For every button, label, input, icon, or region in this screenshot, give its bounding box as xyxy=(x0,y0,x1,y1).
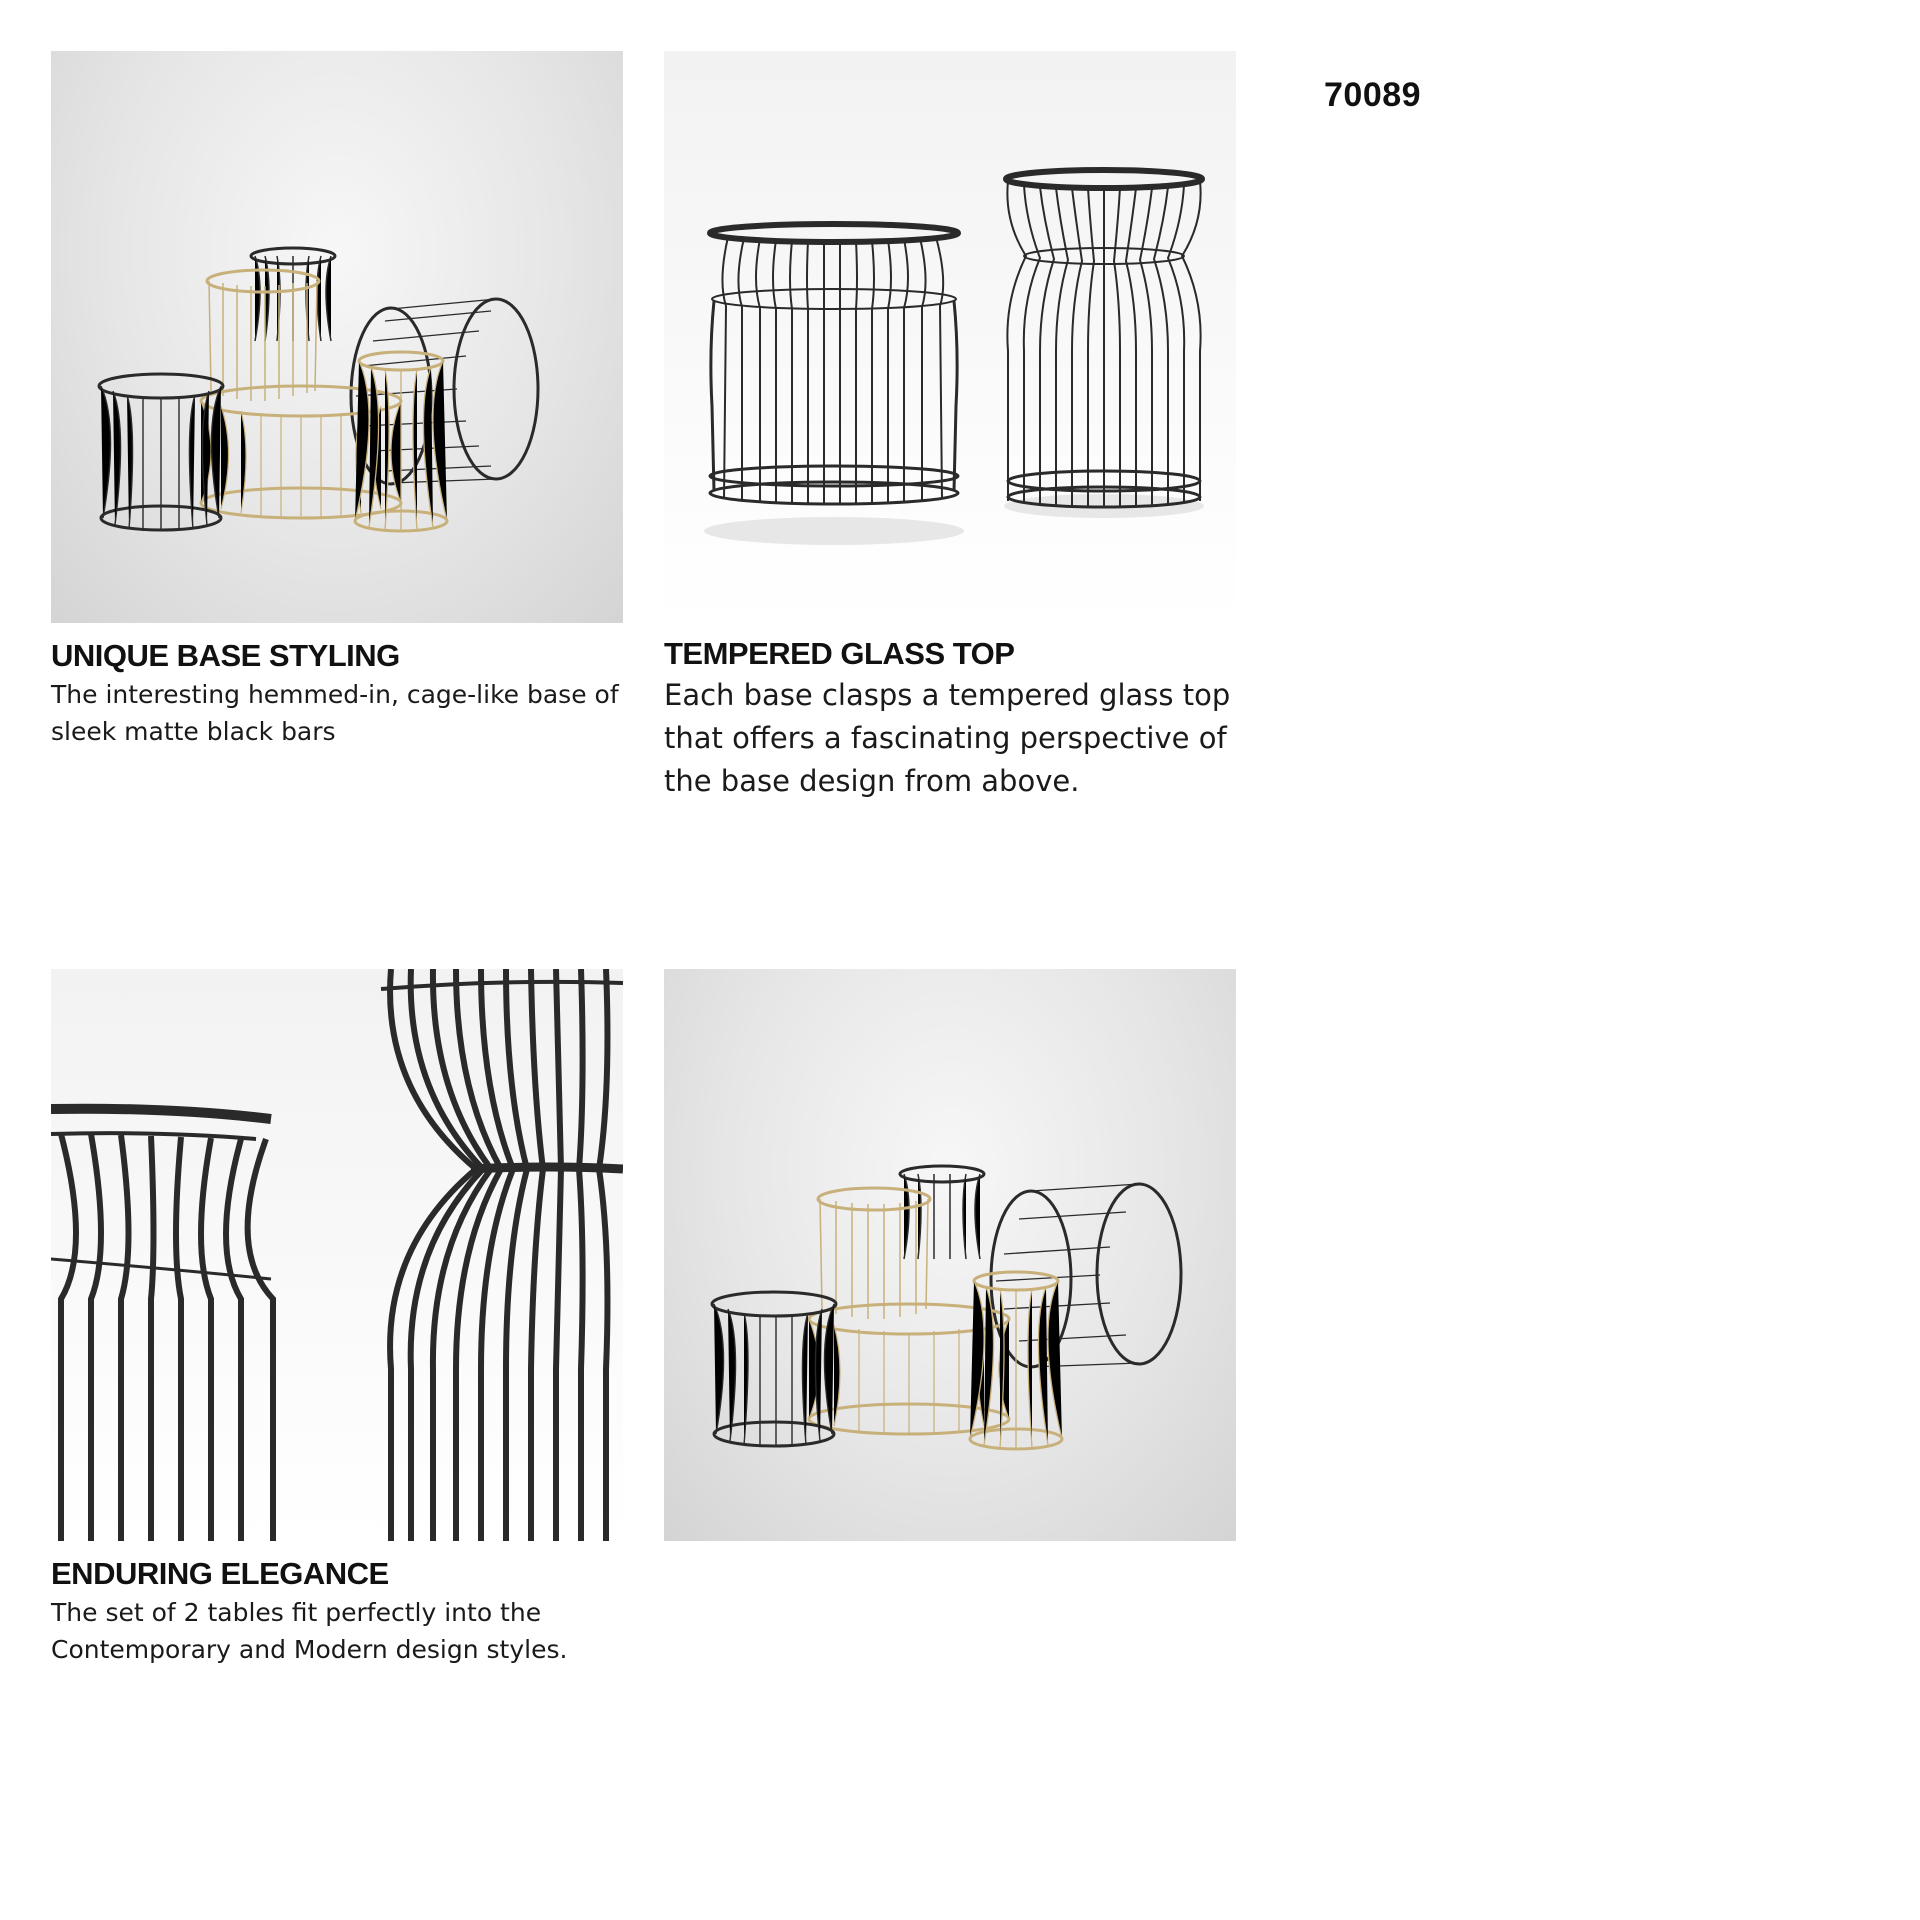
wire-tables-group-alt-illustration xyxy=(664,969,1236,1541)
feature-enduring-elegance xyxy=(51,1556,631,1668)
feature-unique-base xyxy=(51,638,631,750)
product-photo-pair xyxy=(664,51,1236,623)
wire-tables-group-illustration xyxy=(51,51,623,623)
product-photo-group xyxy=(51,51,623,623)
product-code: 70089 xyxy=(1324,76,1422,114)
feature-body: Each base clasps a tempered glass top that offers a fascinating perspective of the base design from above. xyxy=(664,678,1231,798)
feature-tempered-glass xyxy=(664,636,1244,803)
feature-body: The set of 2 tables fit perfectly into the Contemporary and Modern design styles. xyxy=(51,1598,568,1664)
product-photo-group-alt xyxy=(664,969,1236,1541)
feature-title: TEMPERED GLASS TOP xyxy=(664,636,1015,671)
feature-title: UNIQUE BASE STYLING xyxy=(51,638,400,673)
feature-body: The interesting hemmed-in, cage-like base of sleek matte black bars xyxy=(51,680,619,746)
wire-closeup-illustration xyxy=(51,969,623,1541)
feature-title: ENDURING ELEGANCE xyxy=(51,1556,389,1591)
product-photo-closeup xyxy=(51,969,623,1541)
two-black-tables-illustration xyxy=(664,51,1236,623)
